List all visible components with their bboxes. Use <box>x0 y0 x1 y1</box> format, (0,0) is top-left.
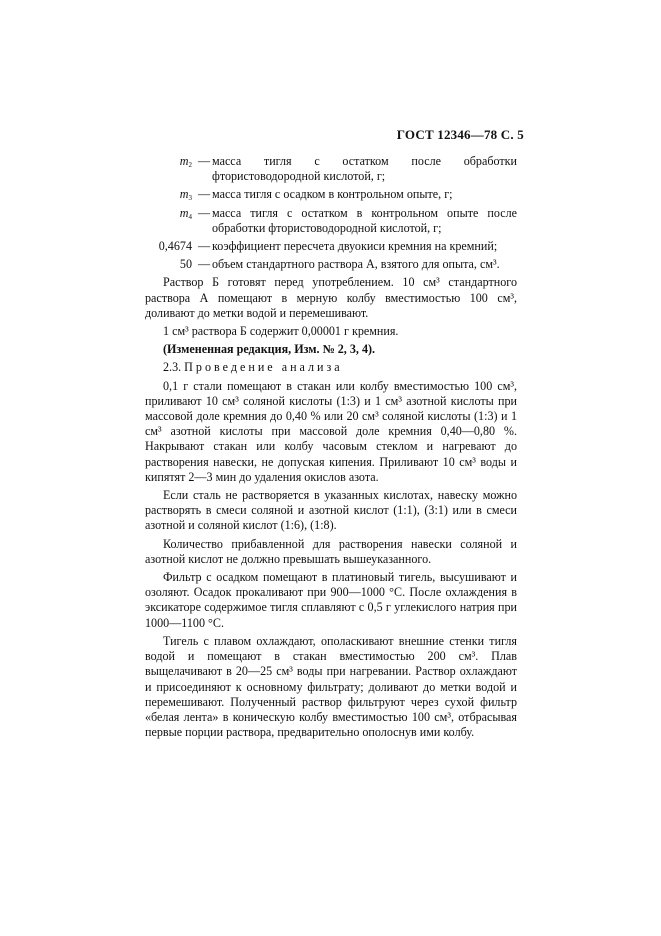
paragraph: Фильтр с осадком помещают в платиновый тигель, высушивают и озоляют. Осадок прокаливают при 900—1000 °С. После охлаждения в эксикаторе содержимое тигля сплавляют с 0,5 г углекислого натрия при 1000—1100 °С. <box>145 570 517 630</box>
paragraph: 1 см³ раствора Б содержит 0,00001 г кремния. <box>163 324 399 339</box>
definition-symbol: 50 <box>179 257 192 272</box>
paragraph: Тигель с плавом охлаждают, ополаскивают внешние стенки тигля водой и помещают в стакан вместимостью 200 см³. Плав выщелачивают в 20—25 см³ воды при нагревании. Раствор охлаждают и присоединяют к основному фильтрату; доливают до метки водой и перемешивают. Полученный раствор фильтруют через сухой фильтр «белая лента» в коническую колбу вместимостью 100 см³, отбрасывая первые порции раствора, предварительно ополоснув ими колбу. <box>145 633 517 740</box>
definition-text: коэффициент пересчета двуокиси кремния на кремний; <box>212 239 498 254</box>
definition-symbol: $m_4$ <box>179 205 192 221</box>
paragraph: Раствор Б готовят перед употреблением. 10 см³ стандартного раствора А помещают в мерную колбу вместимостью 100 см³, доливают до метки водой и перемешивают. <box>145 275 517 320</box>
definition-dash: — <box>198 257 211 272</box>
definition-text: масса тигля с остатком в контрольном опыте после обработки фтористоводородной кислотой, г; <box>212 205 517 235</box>
definition-row <box>145 257 517 272</box>
section-number: 2.3. <box>163 360 182 375</box>
document-body <box>145 154 517 743</box>
definition-row <box>145 154 517 184</box>
paragraph: Количество прибавленной для растворения навески соляной и азотной кислот не должно превышать вышеуказанного. <box>145 536 517 566</box>
definition-symbol: 0,4674 <box>158 239 192 254</box>
definition-text: объем стандартного раствора А, взятого для опыта, см³. <box>212 257 500 272</box>
definition-dash: — <box>198 154 211 168</box>
definition-row <box>145 187 517 202</box>
definition-dash: — <box>198 239 211 254</box>
paragraph: 0,1 г стали помещают в стакан или колбу вместимостью 100 см³, приливают 10 см³ соляной кислоты (1:3) и 1 см³ азотной кислоты при массовой доле кремния до 0,40 % или 20 см³ соляной кислоты (1:3) и 1 см³ азотной кислоты при массовой доле кремния 0,40—0,80 %. Накрывают стакан или колбу часовым стеклом и нагревают до растворения навески, не допуская кипения. Приливают 10 см³ воды и кипятят 2—3 мин до удаления окислов азота. <box>145 378 517 484</box>
definition-text: масса тигля с остатком после обработки фтористоводородной кислотой, г; <box>212 154 517 184</box>
definition-dash: — <box>198 205 211 220</box>
paragraph: Если сталь не растворяется в указанных кислотах, навеску можно растворять в смеси соляной и азотной кислот (1:1), (3:1) или в смеси азотной и соляной кислот (1:6), (1:8). <box>145 488 517 533</box>
definition-row <box>145 239 517 254</box>
definition-dash: — <box>198 187 211 202</box>
definition-row <box>145 206 517 236</box>
definition-symbol: $m_2$ <box>179 154 192 169</box>
definition-symbol: $m_3$ <box>179 187 192 203</box>
page-header: ГОСТ 12346—78 С. 5 <box>396 127 524 142</box>
section-title: Проведение анализа <box>184 360 343 375</box>
variable-definitions <box>145 154 517 272</box>
amendment-note: (Измененная редакция, Изм. № 2, 3, 4). <box>163 342 376 357</box>
section-heading <box>145 360 517 375</box>
definition-text: масса тигля с осадком в контрольном опыте, г; <box>212 187 453 202</box>
